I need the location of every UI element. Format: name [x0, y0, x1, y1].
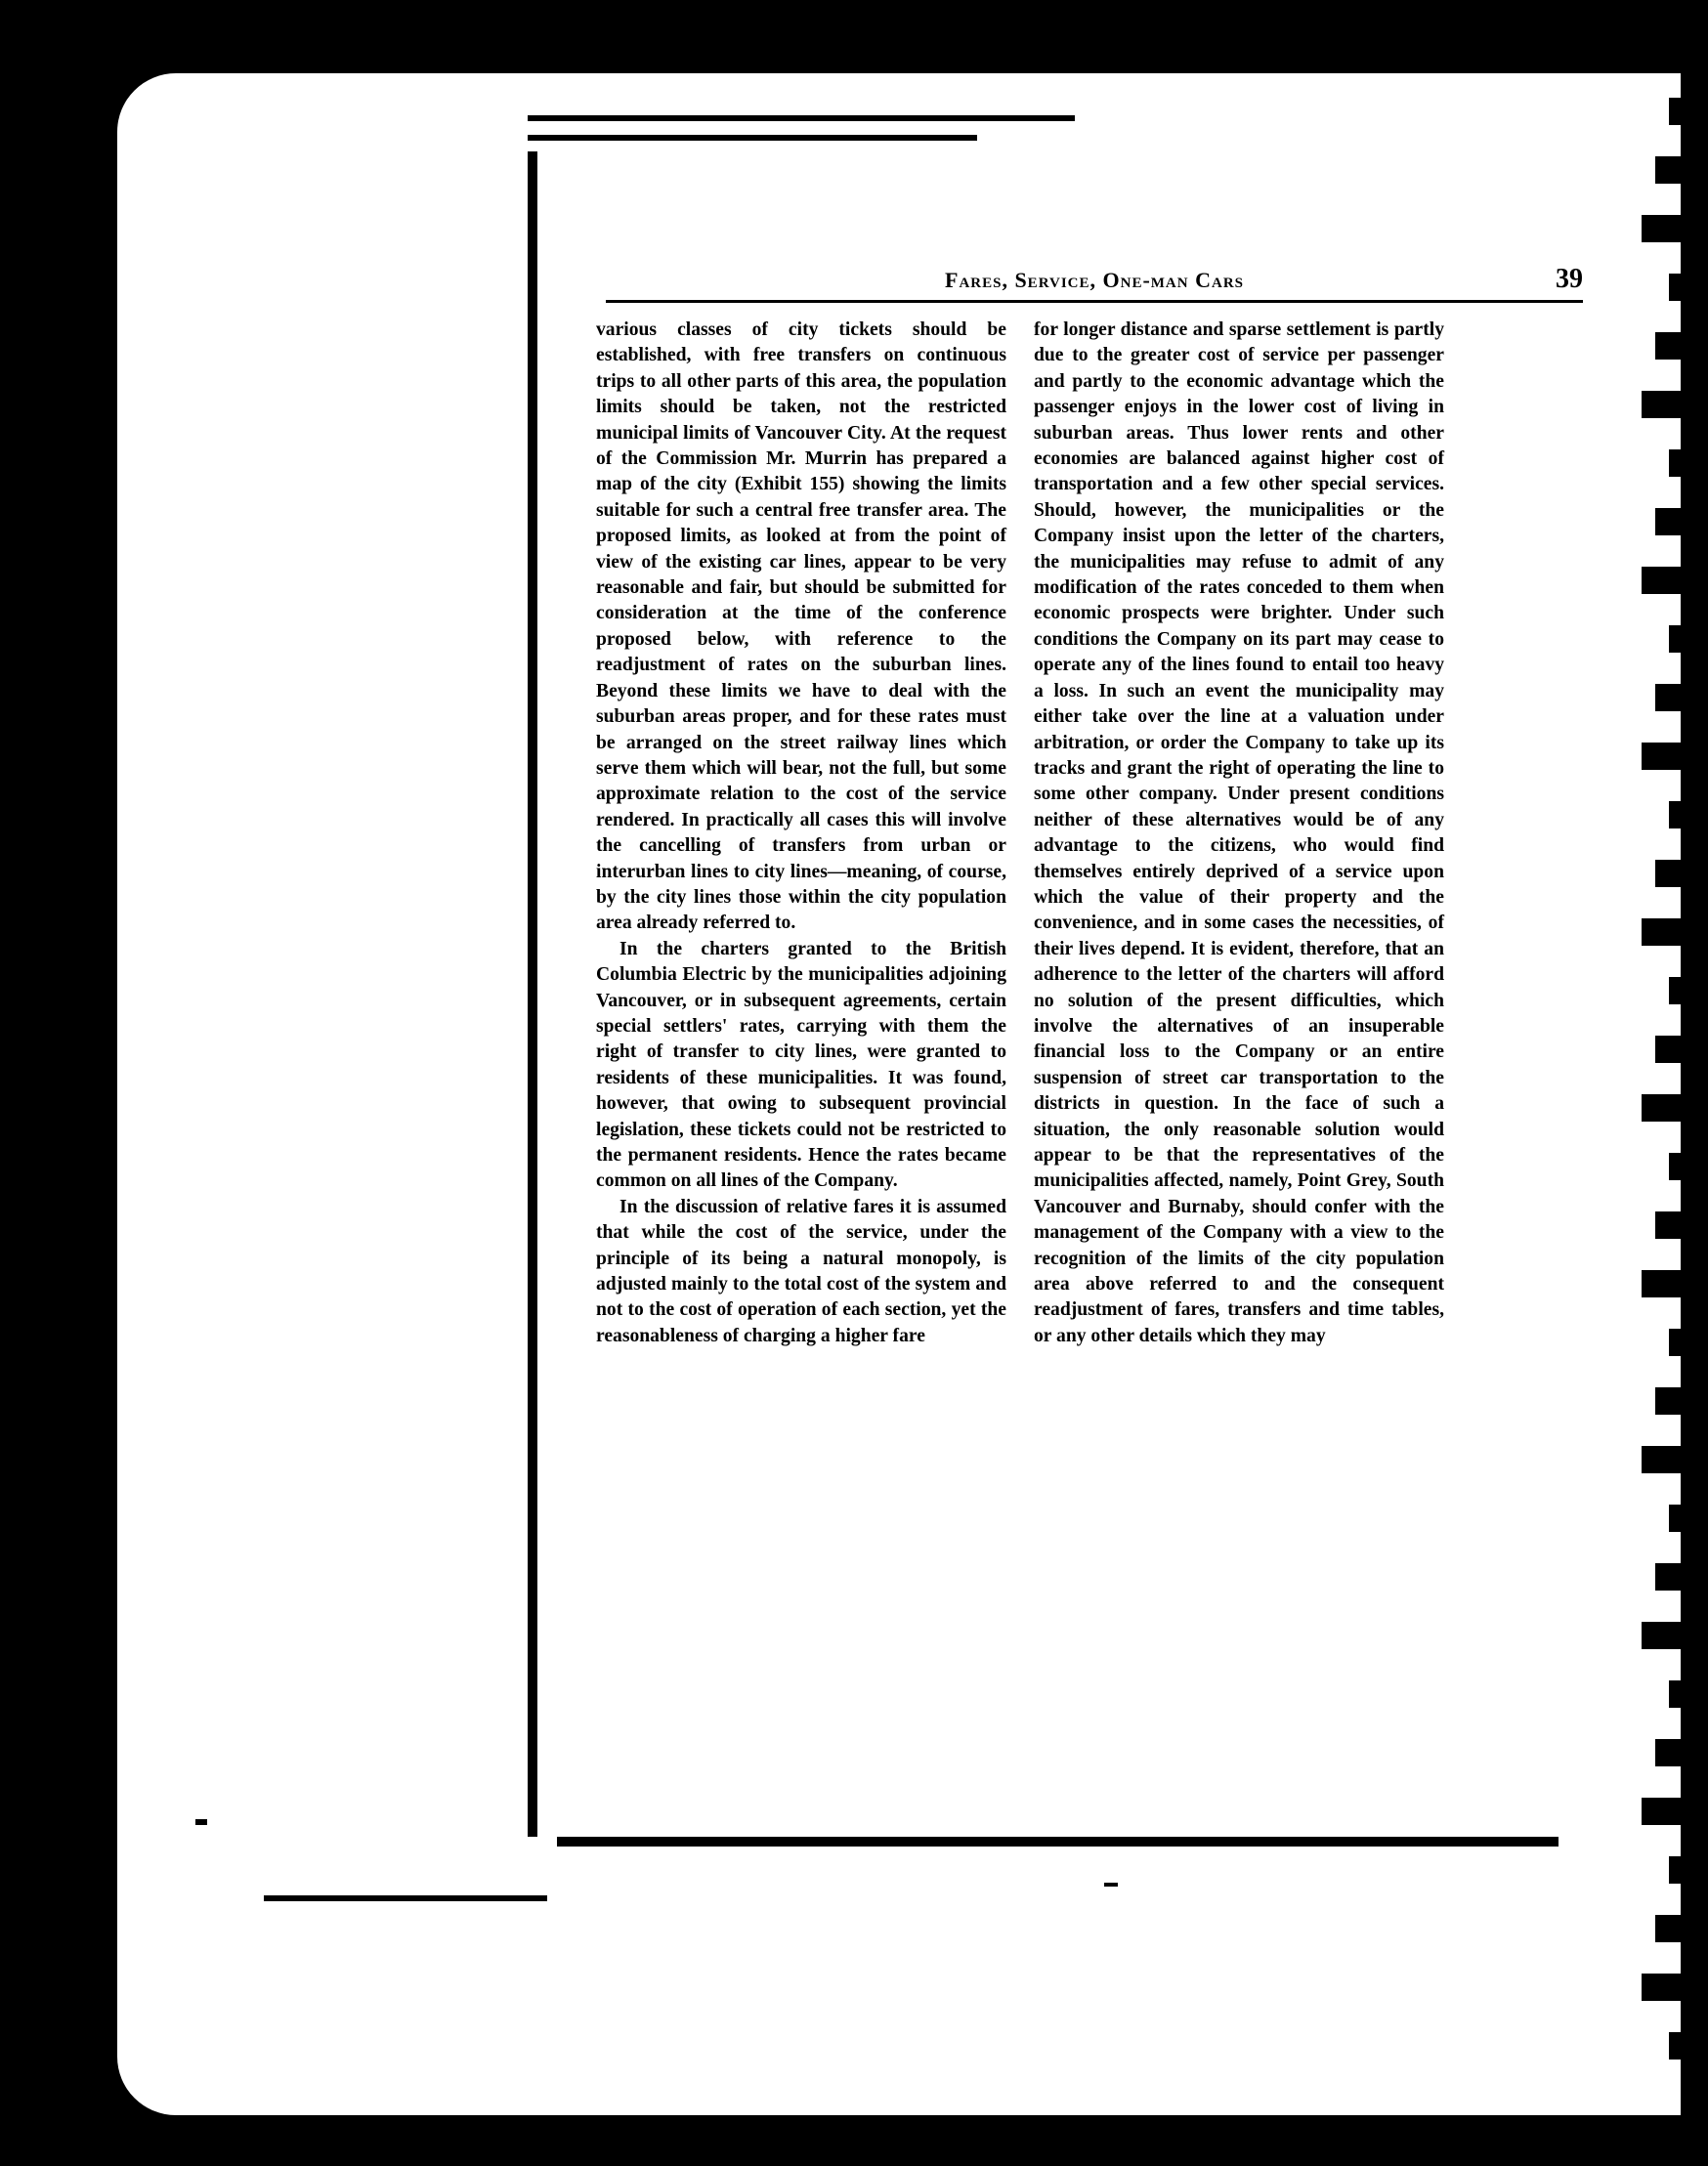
left-column — [596, 318, 1006, 1349]
running-header — [606, 264, 1583, 303]
binding-ring — [1669, 449, 1708, 477]
binding-ring — [1655, 1739, 1708, 1766]
binding-ring — [1669, 2032, 1708, 2060]
spiral-binding — [1615, 59, 1708, 2110]
binding-ring — [1642, 918, 1708, 946]
binding-ring — [1655, 332, 1708, 360]
binding-ring — [1642, 1798, 1708, 1825]
binding-ring — [1655, 1563, 1708, 1591]
binding-ring — [1655, 684, 1708, 711]
binding-ring — [1655, 1387, 1708, 1415]
binding-ring — [1642, 1270, 1708, 1297]
binding-ring — [1669, 1153, 1708, 1180]
right-column — [1034, 318, 1444, 1349]
binding-ring — [1669, 1505, 1708, 1532]
binding-ring — [1655, 860, 1708, 887]
page-bottom-edge — [557, 1837, 1559, 1847]
binding-ring — [1642, 1622, 1708, 1649]
paragraph: various classes of city tickets should be established, with free transfers on continuous trips to all other parts of this area, the population limits should be taken, not the restricted municipal limits of Vancouver City. At the request of the Commission Mr. Murrin has prepared a map of the city (Exhibit 155) showing the limits suitable for such a central free transfer area. The proposed limits, as looked at from the point of view of the existing car lines, appear to be very reasonable and fair, but should be submitted for consideration at the time of the conference proposed below, with reference to the readjustment of rates on the suburban lines. Beyond these limits we have to deal with the suburban areas proper, and for these rates must be arranged on the street railway lines which serve them which will bear, not the full, but some approximate relation to the cost of the service rendered. In practically all cases this will involve the cancelling of transfers from urban or interurban lines to city lines—meaning, of course, by the city lines those within the city population area already referred to. — [596, 319, 1006, 934]
document-page — [528, 151, 1583, 1837]
scan-artifact — [1104, 1883, 1118, 1887]
binding-ring — [1669, 977, 1708, 1004]
binding-ring — [1669, 98, 1708, 125]
binding-ring — [1669, 1329, 1708, 1356]
binding-ring — [1642, 1974, 1708, 2001]
scan-artifact — [264, 1895, 547, 1901]
torn-edge-rule — [528, 115, 1075, 121]
binding-ring — [1655, 508, 1708, 535]
scan-artifact — [195, 1819, 207, 1825]
binding-ring — [1669, 1680, 1708, 1708]
paragraph: In the charters granted to the British Columbia Electric by the municipalities adjoining Vancouver, or in subsequent agreements, certain special settlers' rates, carrying with them the right of transfer to city lines, were granted to residents of these municipalities. It was found, however, that owing to subsequent provincial legislation, these tickets could not be restricted to the permanent residents. Hence the rates became common on all lines of the Company. — [596, 938, 1006, 1192]
binding-ring — [1642, 743, 1708, 770]
binding-ring — [1642, 567, 1708, 594]
paragraph: for longer distance and sparse settlement is partly due to the greater cost of service per passenger and partly to the economic advantage which the passenger enjoys in the lower cost of living in suburban areas. Thus lower rents and other economies are balanced against higher cost of transportation and a few other special services. Should, however, the municipalities or the Company insist upon the letter of the charters, the municipalities may refuse to admit of any modification of the rates conceded to them when economic prospects were brighter. Under such conditions the Company on its part may cease to operate any of the lines found to entail too heavy a loss. In such an event the municipality may either take over the line at a valuation under arbitration, or order the Company to take up its tracks and grant the right of operating the line to some other company. Under present conditions neither of these alternatives would be of any advantage to the citizens, who would find themselves entirely deprived of a service upon which the value of their property and the convenience, and in some cases the necessities, of their lives depend. It is evident, therefore, that an adherence to the letter of the charters will afford no solution of the present difficulties, which involve the alternatives of an insuperable financial loss to the Company or an entire suspension of street car transportation to the districts in question. In the face of such a situation, the only reasonable solution would appear to be that the representatives of the municipalities affected, namely, Point Grey, South Vancouver and Burnaby, should confer with the management of the Company with a view to the recognition of the limits of the city population area above referred to and the consequent readjustment of fares, transfers and time tables, or any other details which they may — [1034, 319, 1444, 1346]
paragraph: In the discussion of relative fares it is assumed that while the cost of the service, under the principle of its being a natural monopoly, is adjusted mainly to the total cost of the system and not to the cost of operation of each section, yet the reasonableness of charging a higher fare — [596, 1196, 1006, 1346]
running-title: Fares, Service, One-man Cars — [945, 268, 1244, 292]
binding-ring — [1655, 156, 1708, 184]
binding-ring — [1669, 274, 1708, 301]
binding-ring — [1655, 1036, 1708, 1063]
binding-ring — [1642, 1094, 1708, 1122]
binding-ring — [1655, 1211, 1708, 1239]
binding-ring — [1669, 1856, 1708, 1884]
torn-edge-rule — [528, 135, 977, 141]
binding-ring — [1669, 801, 1708, 828]
binding-ring — [1642, 1446, 1708, 1473]
page-number: 39 — [1556, 264, 1583, 294]
binding-ring — [1642, 391, 1708, 418]
binding-ring — [1642, 215, 1708, 242]
binding-ring — [1669, 625, 1708, 653]
binding-ring — [1655, 1915, 1708, 1942]
